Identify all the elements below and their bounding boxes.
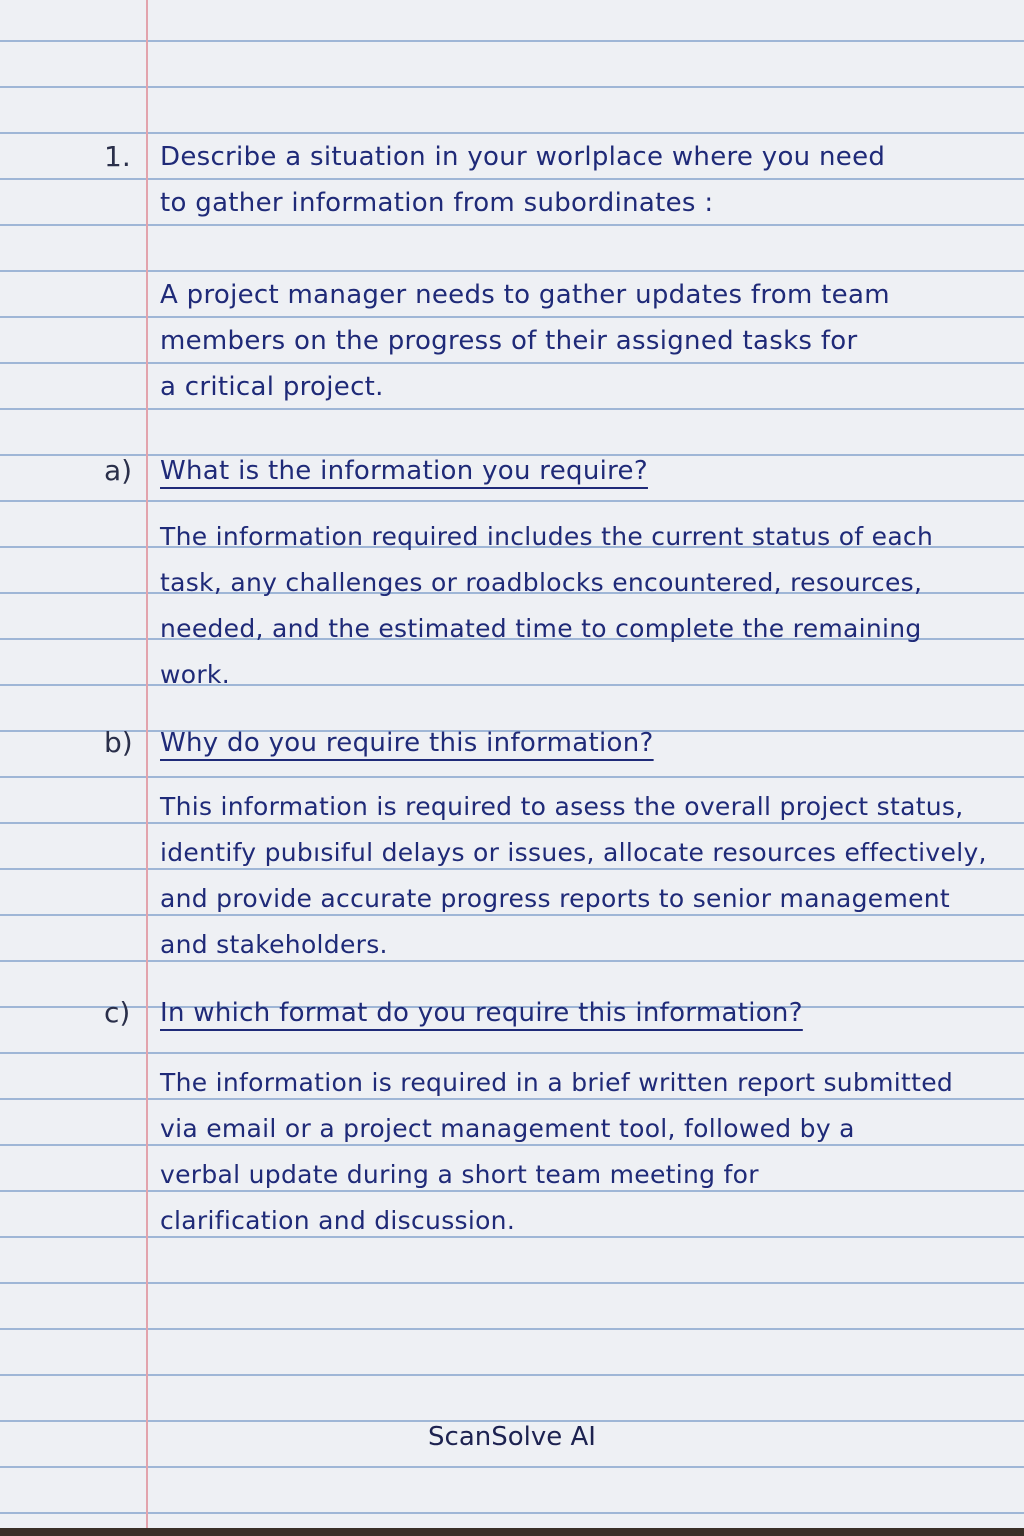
question-c-text (160, 990, 803, 1036)
question-b-answer-line: and stakeholders. (160, 930, 388, 959)
margin-line (146, 0, 148, 1528)
question-a-answer-line: The information required includes the current status of each (160, 522, 934, 551)
question-c-answer-line: The information is required in a brief written report submitted (160, 1068, 954, 1097)
question-b-answer-line: identify pubısiful delays or issues, allocate resources effectively, (160, 838, 987, 867)
question-1-prompt (160, 134, 885, 226)
question-a-answer (160, 514, 933, 698)
question-c-answer-line: clarification and discussion. (160, 1206, 516, 1235)
question-1-answer-line: members on the progress of their assigned tasks for (160, 326, 858, 356)
question-c-label: c) (104, 996, 131, 1029)
question-a-text (160, 448, 648, 494)
question-b-answer-line: and provide accurate progress reports to senior management (160, 884, 951, 913)
question-a-label: a) (104, 454, 133, 487)
question-c-answer-line: via email or a project management tool, followed by a (160, 1114, 855, 1143)
question-b-answer-line: This information is required to asess the overall project status, (160, 792, 964, 821)
question-1-number: 1. (104, 140, 131, 173)
question-a-answer-line: task, any challenges or roadblocks encountered, resources, (160, 568, 923, 597)
question-a-answer-line: work. (160, 660, 230, 689)
question-1-prompt-line: to gather information from subordinates : (160, 188, 714, 218)
question-b-question: Why do you require this information? (160, 728, 654, 758)
question-a-answer-line: needed, and the estimated time to complete the remaining (160, 614, 922, 643)
question-c-answer-line: verbal update during a short team meeting for (160, 1160, 759, 1189)
question-1-answer (160, 272, 890, 410)
question-1-answer-line: a critical project. (160, 372, 384, 402)
question-b-text (160, 720, 654, 766)
question-c-question: In which format do you require this information? (160, 998, 803, 1028)
question-c-answer (160, 1060, 953, 1244)
question-1-prompt-line: Describe a situation in your worlplace where you need (160, 142, 886, 172)
question-b-label: b) (104, 726, 133, 759)
question-a-question: What is the information you require? (160, 456, 648, 486)
question-b-answer (160, 784, 987, 968)
footer-brand: ScanSolve AI (428, 1422, 596, 1452)
question-1-answer-line: A project manager needs to gather updates from team (160, 280, 890, 310)
